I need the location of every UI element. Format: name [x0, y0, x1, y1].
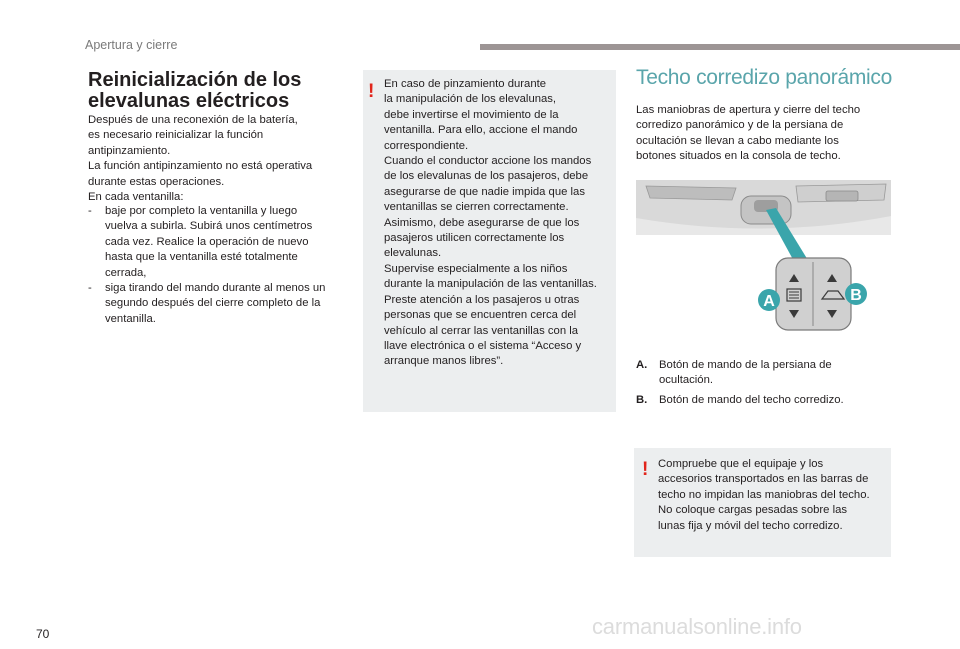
text-line: hasta que la ventanilla esté totalmente	[105, 251, 298, 264]
list-dash: -	[88, 205, 92, 217]
list-item	[88, 281, 353, 327]
text-line: durante la manipulación de las ventanillas.	[384, 278, 597, 291]
legend-key: B.	[636, 393, 648, 406]
list-dash: -	[88, 282, 92, 295]
text-line: Después de una reconexión de la batería,	[88, 114, 298, 126]
legend-key: A.	[636, 359, 648, 371]
text-line: Compruebe que el equipaje y los	[658, 458, 824, 470]
text-line: En caso de pinzamiento durante	[384, 78, 547, 90]
text-line: arranque manos libres”.	[384, 355, 504, 368]
label-a: A	[763, 293, 775, 310]
heading-line-1: Reinicialización de los	[88, 69, 302, 91]
text-line: corredizo panorámico y de la persiana de	[636, 119, 844, 132]
text-line: siga tirando del mando durante al menos un	[105, 282, 326, 295]
left-sunvisor	[646, 186, 736, 200]
text-line: la manipulación de los elevalunas,	[384, 93, 557, 106]
text-line: durante estas operaciones.	[88, 175, 225, 188]
text-line: elevalunas.	[384, 247, 442, 260]
vanity-mirror	[826, 191, 858, 201]
text-line: Botón de mando del techo corredizo.	[659, 393, 844, 406]
text-line: lunas fija y móvil del techo corredizo.	[658, 519, 843, 532]
figure-legend	[636, 358, 896, 412]
text-line: vuelva a subirla. Subirá unos centímetros	[105, 220, 313, 233]
text-line: baje por completo la ventanilla y luego	[105, 205, 298, 217]
roof-console-illustration	[636, 178, 891, 333]
watermark: carmanualsonline.info	[592, 614, 802, 639]
warning-text	[384, 77, 616, 370]
roof-console-svg	[636, 178, 891, 333]
text-line: es necesario reinicializar la función	[88, 129, 264, 142]
page-number: 70	[36, 627, 50, 641]
text-line: techo no impidan las maniobras del techo.	[658, 488, 870, 501]
text-line: Supervise especialmente a los niños	[384, 262, 568, 275]
text-line: ventanilla.	[105, 312, 156, 325]
text-line: cada vez. Realice la operación de nuevo	[105, 235, 309, 248]
text-line: ventanillas se cierren correctamente.	[384, 201, 569, 214]
text-line: Asimismo, debe asegurarse de que los	[384, 216, 580, 229]
text-line: botones situados en la consola de techo.	[636, 150, 841, 163]
techo-paragraph	[636, 103, 894, 165]
text-line: asegurarse de que nadie impida que las	[384, 185, 585, 198]
warning-box-pinzamiento	[363, 70, 616, 412]
text-line: llave electrónica o el sistema “Acceso y	[384, 339, 582, 352]
steps-list	[88, 204, 353, 327]
text-line: de los elevalunas de los pasajeros, debe	[384, 170, 589, 183]
warning-icon: !	[368, 81, 375, 102]
text-line: No coloque cargas pesadas sobre las	[658, 504, 848, 517]
text-line: En cada ventanilla:	[88, 191, 184, 204]
text-line: Botón de mando de la persiana de	[659, 359, 832, 371]
legend-item-a	[636, 358, 896, 389]
intro-paragraph	[88, 113, 350, 205]
text-line: debe invertirse el movimiento de la	[384, 108, 559, 121]
section-title: Apertura y cierre	[85, 38, 178, 52]
heading-line-2: elevalunas eléctricos	[88, 90, 290, 112]
text-line: cerrada,	[105, 266, 147, 279]
text-line: ventanilla. Para ello, accione el mando	[384, 124, 578, 137]
list-item	[88, 204, 353, 281]
text-line: vehículo al cerrar las ventanillas con la	[384, 324, 579, 337]
legend-item-b	[636, 393, 896, 408]
text-line: accesorios transportados en las barras de	[658, 473, 869, 486]
text-line: segundo después del cierre completo de la	[105, 297, 321, 310]
heading-reinicializacion	[88, 70, 348, 112]
text-line: pasajeros utilicen correctamente los	[384, 232, 565, 245]
header-rule	[480, 44, 960, 50]
text-line: personas que se encuentren cerca del	[384, 309, 577, 322]
heading-techo-corredizo: Techo corredizo panorámico	[636, 66, 893, 89]
warning-box-techo	[634, 448, 891, 557]
text-line: antipinzamiento.	[88, 144, 171, 157]
text-line: Cuando el conductor accione los mandos	[384, 155, 592, 168]
text-line: La función antipinzamiento no está operativa	[88, 160, 313, 173]
text-line: ocultación se llevan a cabo mediante los	[636, 134, 839, 147]
text-line: ocultación.	[659, 374, 714, 387]
warning-text	[658, 457, 890, 534]
warning-icon: !	[642, 459, 649, 480]
text-line: Preste atención a los pasajeros u otras	[384, 293, 580, 306]
label-b: B	[850, 287, 862, 304]
text-line: correspondiente.	[384, 139, 469, 152]
text-line: Las maniobras de apertura y cierre del techo	[636, 104, 861, 116]
